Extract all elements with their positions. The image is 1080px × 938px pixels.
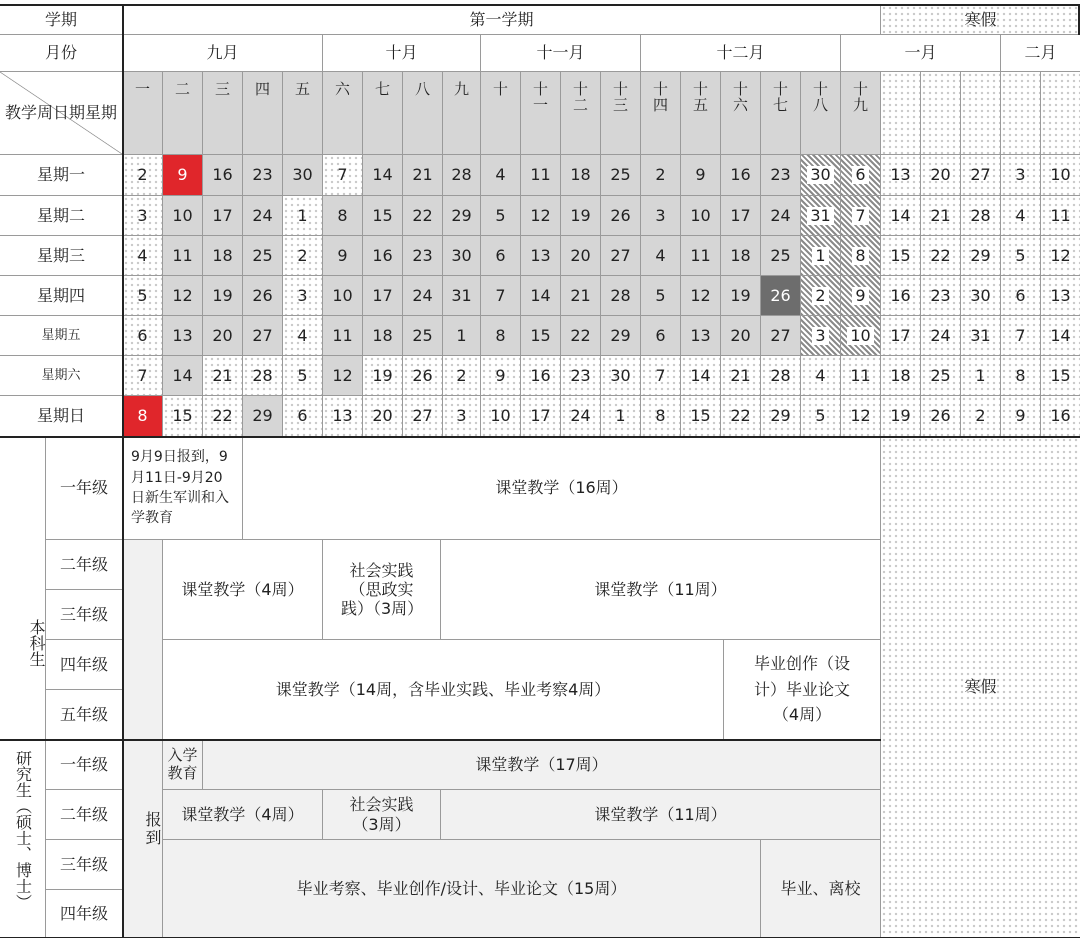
- date-cell: 14: [521, 276, 561, 316]
- week-numeral-char: 十: [692, 80, 708, 98]
- date-cell: 28: [601, 276, 641, 316]
- date-cell: 4: [1001, 196, 1041, 236]
- undergrad-g23-practice: 社会实践（思政实践）（3周）: [323, 540, 441, 640]
- week-numeral-char: 十: [772, 80, 788, 98]
- date-cell: 13: [163, 316, 203, 356]
- week-numeral-char: 十: [652, 80, 668, 98]
- week-numeral-char: 十: [612, 80, 628, 98]
- undergrad-grade-2: 二年级: [46, 540, 123, 590]
- rule-line: [0, 739, 881, 741]
- date-cell: 9: [323, 236, 363, 276]
- date-cell: 27: [761, 316, 801, 356]
- date-cell: 14: [363, 155, 403, 196]
- date-cell: 22: [921, 236, 961, 276]
- week-numeral-char: 十: [852, 80, 868, 98]
- date-cell: 10: [481, 396, 521, 437]
- date-cell-text: 3: [812, 327, 828, 345]
- date-cell: 24: [403, 276, 443, 316]
- date-cell: 21: [561, 276, 601, 316]
- week-numeral-char: 五: [692, 95, 708, 114]
- date-cell: 19: [721, 276, 761, 316]
- date-cell: 16: [363, 236, 403, 276]
- weekday-label: 星期二: [0, 196, 123, 236]
- week-numeral-char: 十: [812, 80, 828, 98]
- date-cell: [841, 155, 881, 196]
- date-cell: 1: [283, 196, 323, 236]
- date-cell-text: 1: [812, 247, 828, 265]
- week-numeral-char: 十: [572, 80, 588, 98]
- rule-line: [122, 5, 124, 938]
- date-cell: 28: [761, 356, 801, 396]
- rule-line: [0, 436, 1080, 438]
- week-numeral-char: 星: [85, 103, 102, 123]
- date-cell: 15: [521, 316, 561, 356]
- week-numeral-char: 四: [652, 95, 668, 114]
- date-cell: 14: [1041, 316, 1080, 356]
- rule-line: [0, 4, 1080, 6]
- graduate-grade-3: 三年级: [46, 840, 123, 890]
- winter-break-header: 寒假: [881, 5, 1080, 35]
- date-cell: 2: [641, 155, 681, 196]
- date-cell: 7: [641, 356, 681, 396]
- date-cell: 3: [443, 396, 481, 437]
- weekday-label: 星期三: [0, 236, 123, 276]
- week-12: [561, 72, 601, 155]
- date-cell: 17: [881, 316, 921, 356]
- date-cell: 10: [323, 276, 363, 316]
- week-10: 十: [481, 72, 521, 155]
- week-numeral-char: 教: [4, 103, 21, 123]
- date-cell: 11: [681, 236, 721, 276]
- date-cell-text: 7: [852, 207, 868, 225]
- week-11: [521, 72, 561, 155]
- date-cell: [801, 155, 841, 196]
- graduate-grade-2: 二年级: [46, 790, 123, 840]
- date-cell: 16: [521, 356, 561, 396]
- date-cell: 8: [323, 196, 363, 236]
- date-cell: 19: [881, 396, 921, 437]
- date-cell: 8: [123, 396, 163, 437]
- date-cell: 15: [163, 396, 203, 437]
- date-cell: 29: [443, 196, 481, 236]
- undergrad-g45-thesis: 毕业创作（设计）毕业论文（4周）: [724, 640, 881, 740]
- week-3: 三: [203, 72, 243, 155]
- date-cell: 24: [761, 196, 801, 236]
- date-cell: 10: [681, 196, 721, 236]
- undergrad-grade-4: 四年级: [46, 640, 123, 690]
- date-cell: 28: [243, 356, 283, 396]
- date-cell: 20: [921, 155, 961, 196]
- weekday-label: 星期四: [0, 276, 123, 316]
- week-numeral-char: 九: [852, 95, 868, 114]
- date-cell: 7: [481, 276, 521, 316]
- week-numeral-char: 期: [69, 103, 86, 123]
- date-cell: 18: [881, 356, 921, 396]
- date-cell: 11: [841, 356, 881, 396]
- date-cell: 6: [283, 396, 323, 437]
- date-cell: 29: [761, 396, 801, 437]
- undergrad-orientation-note: 9月9日报到，9月11日-9月20日新生军训和入学教育: [123, 437, 243, 540]
- weekday-label: 星期日: [0, 396, 123, 437]
- month-3: 十二月: [641, 35, 841, 72]
- week-13: [601, 72, 641, 155]
- grad-g2-practice: 社会实践（3周）: [323, 790, 441, 840]
- date-cell: 5: [641, 276, 681, 316]
- date-cell: 16: [721, 155, 761, 196]
- date-cell: 23: [243, 155, 283, 196]
- date-cell: 26: [921, 396, 961, 437]
- date-cell: 18: [203, 236, 243, 276]
- date-cell-text: 10: [847, 327, 873, 345]
- date-cell-text: 6: [852, 166, 868, 184]
- date-cell: 11: [1041, 196, 1080, 236]
- date-cell: 30: [601, 356, 641, 396]
- undergrad-g45-teaching: 课堂教学（14周，含毕业实践、毕业考察4周）: [163, 640, 724, 740]
- week-numeral-char: 日: [52, 103, 69, 123]
- date-cell: 30: [443, 236, 481, 276]
- date-cell: 12: [1041, 236, 1080, 276]
- date-cell: 20: [363, 396, 403, 437]
- date-cell: 27: [243, 316, 283, 356]
- week-9: 九: [443, 72, 481, 155]
- week-corner-cell: [0, 72, 123, 155]
- grad-g2-teaching-b: 课堂教学（11周）: [441, 790, 881, 840]
- week-19: [841, 72, 881, 155]
- date-cell: [841, 236, 881, 276]
- date-cell: 13: [881, 155, 921, 196]
- date-cell-text: 2: [812, 287, 828, 305]
- date-cell: 4: [283, 316, 323, 356]
- week-8: 八: [403, 72, 443, 155]
- week-numeral-char: 十: [732, 80, 748, 98]
- date-cell: 22: [561, 316, 601, 356]
- grad-g2-teaching-a: 课堂教学（4周）: [163, 790, 323, 840]
- date-cell: 13: [521, 236, 561, 276]
- week-numeral-char: 周: [36, 103, 53, 123]
- date-cell: 1: [601, 396, 641, 437]
- week-14: [641, 72, 681, 155]
- date-cell: 3: [283, 276, 323, 316]
- graduate-grade-1: 一年级: [46, 740, 123, 790]
- date-cell: 6: [481, 236, 521, 276]
- date-cell: 15: [1041, 356, 1080, 396]
- weekday-label: 星期一: [0, 155, 123, 196]
- date-cell: 18: [561, 155, 601, 196]
- date-cell: 19: [363, 356, 403, 396]
- date-cell: 6: [1001, 276, 1041, 316]
- date-cell: 2: [443, 356, 481, 396]
- date-cell: 24: [243, 196, 283, 236]
- undergrad-g23-teaching-a: 课堂教学（4周）: [163, 540, 323, 640]
- date-cell: 26: [403, 356, 443, 396]
- date-cell-text: 30: [807, 166, 833, 184]
- grad-g1-teaching: 课堂教学（17周）: [203, 740, 881, 790]
- week-numeral-char: 七: [772, 95, 788, 114]
- week-numeral-char: 学: [20, 103, 37, 123]
- week-numeral-char: 六: [732, 95, 748, 114]
- week-15: [681, 72, 721, 155]
- date-cell: 1: [443, 316, 481, 356]
- date-cell: 16: [203, 155, 243, 196]
- week-numeral-char: 十: [532, 80, 548, 98]
- date-cell: 19: [561, 196, 601, 236]
- weekday-label: 星期六: [0, 356, 123, 396]
- undergrad-grade-3: 三年级: [46, 590, 123, 640]
- date-cell: 11: [163, 236, 203, 276]
- week-7: 七: [363, 72, 403, 155]
- term-1-title: 第一学期: [123, 5, 881, 35]
- grad-g34-main: 毕业考察、毕业创作/设计、毕业论文（15周）: [163, 840, 761, 938]
- date-cell: 25: [761, 236, 801, 276]
- date-cell: 14: [163, 356, 203, 396]
- date-cell: 4: [123, 236, 163, 276]
- week-17: [761, 72, 801, 155]
- date-cell: 24: [921, 316, 961, 356]
- date-cell: 3: [1001, 155, 1041, 196]
- date-cell: 29: [961, 236, 1001, 276]
- date-cell-text: 8: [852, 247, 868, 265]
- date-cell: 8: [481, 316, 521, 356]
- date-cell: 14: [881, 196, 921, 236]
- date-cell: 22: [721, 396, 761, 437]
- date-cell: 14: [681, 356, 721, 396]
- date-cell-text: 9: [852, 287, 868, 305]
- month-4: 一月: [841, 35, 1001, 72]
- date-cell: 13: [1041, 276, 1080, 316]
- week-numeral-char: 八: [812, 95, 828, 114]
- undergrad-g23-teaching-b: 课堂教学（11周）: [441, 540, 881, 640]
- date-cell: [801, 236, 841, 276]
- date-cell: 4: [801, 356, 841, 396]
- date-cell: 22: [403, 196, 443, 236]
- date-cell: 10: [163, 196, 203, 236]
- date-cell: 23: [921, 276, 961, 316]
- date-cell: 5: [123, 276, 163, 316]
- date-cell: 21: [721, 356, 761, 396]
- undergrad-g1-teaching: 课堂教学（16周）: [243, 437, 881, 540]
- date-cell: 12: [163, 276, 203, 316]
- date-cell: 23: [761, 155, 801, 196]
- undergrad-grade-1: 一年级: [46, 437, 123, 540]
- date-cell: [841, 196, 881, 236]
- week-5: 五: [283, 72, 323, 155]
- date-cell: 18: [721, 236, 761, 276]
- date-cell: 25: [403, 316, 443, 356]
- undergrad-label: 本科生: [0, 437, 46, 740]
- date-cell: 27: [601, 236, 641, 276]
- date-cell: 9: [1001, 396, 1041, 437]
- date-cell: 21: [203, 356, 243, 396]
- date-cell: 2: [283, 236, 323, 276]
- date-cell: 15: [681, 396, 721, 437]
- month-2: 十一月: [481, 35, 641, 72]
- date-cell: 3: [641, 196, 681, 236]
- date-cell: 26: [243, 276, 283, 316]
- date-cell: 12: [521, 196, 561, 236]
- date-cell: [801, 276, 841, 316]
- date-cell: 15: [881, 236, 921, 276]
- date-cell: 28: [443, 155, 481, 196]
- break-week-3: [961, 72, 1001, 155]
- month-label: 月份: [0, 35, 123, 72]
- date-cell: 31: [443, 276, 481, 316]
- date-cell: 5: [283, 356, 323, 396]
- date-cell: 18: [363, 316, 403, 356]
- date-cell: 29: [243, 396, 283, 437]
- date-cell: 17: [363, 276, 403, 316]
- date-cell: 25: [243, 236, 283, 276]
- register-cell: 报到: [123, 540, 163, 938]
- date-cell: 10: [1041, 155, 1080, 196]
- date-cell: [841, 316, 881, 356]
- date-cell: [841, 276, 881, 316]
- date-cell: 1: [961, 356, 1001, 396]
- date-cell: 13: [323, 396, 363, 437]
- date-cell: 5: [801, 396, 841, 437]
- month-0: 九月: [123, 35, 323, 72]
- date-cell: 3: [123, 196, 163, 236]
- break-week-5: [1041, 72, 1080, 155]
- break-week-1: [881, 72, 921, 155]
- date-cell: 21: [921, 196, 961, 236]
- date-cell: 7: [1001, 316, 1041, 356]
- date-cell: 13: [681, 316, 721, 356]
- date-cell: 20: [721, 316, 761, 356]
- week-4: 四: [243, 72, 283, 155]
- date-cell: 24: [561, 396, 601, 437]
- date-cell: 7: [123, 356, 163, 396]
- date-cell: 4: [481, 155, 521, 196]
- date-cell: 2: [123, 155, 163, 196]
- month-1: 十月: [323, 35, 481, 72]
- graduate-label: 研究生（硕士、博士）: [0, 740, 46, 938]
- date-cell: 27: [961, 155, 1001, 196]
- graduate-grade-4: 四年级: [46, 890, 123, 938]
- term-label: 学期: [0, 5, 123, 35]
- date-cell: 5: [481, 196, 521, 236]
- date-cell: 20: [203, 316, 243, 356]
- week-numeral-char: 三: [612, 95, 628, 114]
- grad-g34-leave: 毕业、离校: [761, 840, 881, 938]
- undergrad-grade-5: 五年级: [46, 690, 123, 740]
- date-cell: 6: [123, 316, 163, 356]
- week-numeral-char: 二: [572, 95, 588, 114]
- date-cell: 28: [961, 196, 1001, 236]
- date-cell: 6: [641, 316, 681, 356]
- date-cell: [801, 316, 841, 356]
- date-cell: 20: [561, 236, 601, 276]
- week-18: [801, 72, 841, 155]
- date-cell-text: 31: [807, 207, 833, 225]
- winter-break-block: 寒假: [881, 437, 1080, 938]
- date-cell: 17: [521, 396, 561, 437]
- date-cell: 7: [323, 155, 363, 196]
- date-cell: 19: [203, 276, 243, 316]
- date-cell: 30: [961, 276, 1001, 316]
- date-cell: 31: [961, 316, 1001, 356]
- break-week-2: [921, 72, 961, 155]
- date-cell: 11: [323, 316, 363, 356]
- date-cell: 12: [323, 356, 363, 396]
- date-cell: 25: [921, 356, 961, 396]
- date-cell: 30: [283, 155, 323, 196]
- date-cell: 17: [721, 196, 761, 236]
- week-6: 六: [323, 72, 363, 155]
- break-week-4: [1001, 72, 1041, 155]
- date-cell: 8: [641, 396, 681, 437]
- date-cell: 29: [601, 316, 641, 356]
- week-16: [721, 72, 761, 155]
- date-cell: 8: [1001, 356, 1041, 396]
- date-cell: 23: [561, 356, 601, 396]
- date-cell: 17: [203, 196, 243, 236]
- month-5: 二月: [1001, 35, 1080, 72]
- date-cell: 26: [601, 196, 641, 236]
- date-cell: 9: [681, 155, 721, 196]
- date-cell: 12: [841, 396, 881, 437]
- week-2: 二: [163, 72, 203, 155]
- date-cell: 11: [521, 155, 561, 196]
- date-cell: 4: [641, 236, 681, 276]
- week-numeral-char: 一: [532, 95, 548, 114]
- grad-g1-orientation: 入学教育: [163, 740, 203, 790]
- date-cell: 12: [681, 276, 721, 316]
- date-cell: 9: [163, 155, 203, 196]
- date-cell: 22: [203, 396, 243, 437]
- date-cell: 26: [761, 276, 801, 316]
- date-cell: 16: [1041, 396, 1080, 437]
- date-cell: 15: [363, 196, 403, 236]
- date-cell: 23: [403, 236, 443, 276]
- week-1: 一: [123, 72, 163, 155]
- date-cell: 25: [601, 155, 641, 196]
- date-cell: [801, 196, 841, 236]
- date-cell: 9: [481, 356, 521, 396]
- week-numeral-char: 期: [101, 103, 118, 123]
- date-cell: 27: [403, 396, 443, 437]
- date-cell: 21: [403, 155, 443, 196]
- date-cell: 16: [881, 276, 921, 316]
- date-cell: 2: [961, 396, 1001, 437]
- weekday-label: 星期五: [0, 316, 123, 356]
- date-cell: 5: [1001, 236, 1041, 276]
